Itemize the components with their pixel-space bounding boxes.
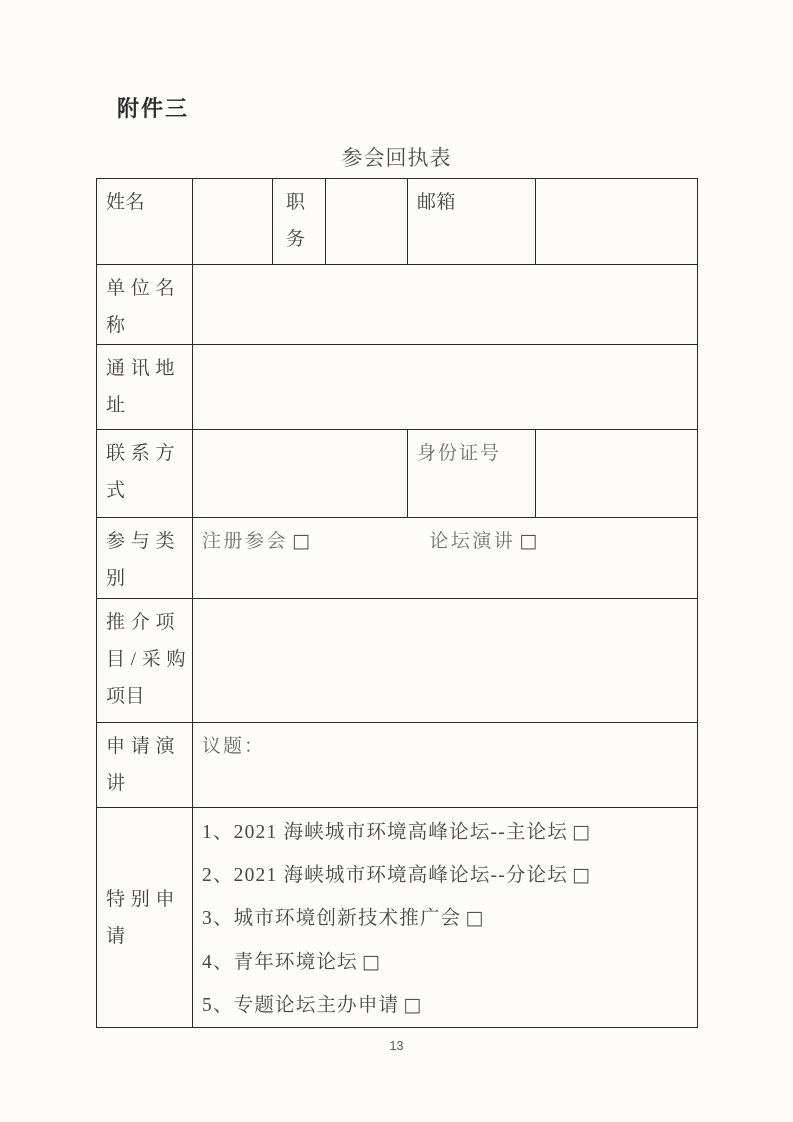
contact-label-cell xyxy=(97,430,193,518)
row-contact xyxy=(97,430,698,518)
contact-label-line: 式 xyxy=(106,480,126,501)
organization-label-line: 称 xyxy=(106,315,126,336)
contact-label-line: 联 系 方 xyxy=(106,443,176,464)
special-item xyxy=(202,854,695,897)
name-label: 姓名 xyxy=(106,192,146,213)
special-item-text: 4、青年环境论坛 xyxy=(202,951,358,973)
name-input-cell[interactable] xyxy=(193,179,273,265)
category-label-line: 别 xyxy=(106,568,126,589)
special-item xyxy=(202,984,695,1027)
row-project xyxy=(97,599,698,723)
id-number-label: 身份证号 xyxy=(417,443,502,464)
tech-promotion-checkbox-icon[interactable]: □ xyxy=(465,907,485,930)
project-label-cell xyxy=(97,599,193,723)
forum-speech-checkbox-icon[interactable]: □ xyxy=(519,530,540,552)
special-items-cell xyxy=(193,808,698,1028)
page-title: 参会回执表 xyxy=(341,146,452,170)
position-label-line: 职 xyxy=(286,192,306,213)
project-label-line: 项目 xyxy=(106,686,146,707)
attachment-label: 附件三 xyxy=(117,96,190,121)
main-forum-checkbox-icon[interactable]: □ xyxy=(572,821,592,843)
row-name xyxy=(97,179,698,265)
category-label-cell xyxy=(97,518,193,599)
special-item-text: 3、城市环境创新技术推广会 xyxy=(202,908,462,930)
address-label-line: 通 讯 地 xyxy=(106,358,176,379)
position-input-cell[interactable] xyxy=(326,179,408,265)
special-label-line: 请 xyxy=(106,925,126,947)
project-label-line: 目 / 采 购 xyxy=(106,649,187,670)
email-label-cell xyxy=(408,179,536,265)
project-input-cell[interactable] xyxy=(193,599,698,723)
address-input-cell[interactable] xyxy=(193,345,698,430)
reply-form-table xyxy=(96,178,698,1028)
position-label-line: 务 xyxy=(286,229,306,250)
id-number-input-cell[interactable] xyxy=(536,430,698,518)
project-label-line: 推 介 项 xyxy=(106,612,176,633)
option-register xyxy=(202,523,312,560)
position-label-cell xyxy=(273,179,326,265)
option-register-label: 注册参会 xyxy=(202,531,289,552)
speech-topic-cell[interactable] xyxy=(193,723,698,808)
speech-label-line: 讲 xyxy=(106,773,126,794)
row-address xyxy=(97,345,698,430)
row-organization xyxy=(97,265,698,345)
special-item-text: 5、专题论坛主办申请 xyxy=(202,994,400,1016)
option-forum-speech-label: 论坛演讲 xyxy=(429,531,516,552)
special-label-line: 特 别 申 xyxy=(106,888,176,910)
row-special xyxy=(97,808,698,1028)
special-item-text: 2、2021 海峡城市环境高峰论坛--分论坛 xyxy=(202,865,569,887)
organization-label-line: 单 位 名 xyxy=(106,278,176,299)
speech-label-line: 申 请 演 xyxy=(106,736,176,757)
organization-label-cell xyxy=(97,265,193,345)
special-label-cell xyxy=(97,808,193,1028)
address-label-line: 址 xyxy=(106,395,126,416)
category-label-line: 参 与 类 xyxy=(106,531,176,552)
register-checkbox-icon[interactable]: □ xyxy=(292,530,313,552)
email-label: 邮箱 xyxy=(417,192,457,213)
youth-forum-checkbox-icon[interactable]: □ xyxy=(361,950,382,973)
category-options-cell xyxy=(193,518,698,599)
name-label-cell xyxy=(97,179,193,265)
special-item xyxy=(202,941,695,984)
special-item xyxy=(202,811,695,854)
address-label-cell xyxy=(97,345,193,430)
option-forum-speech xyxy=(429,523,539,560)
special-item-text: 1、2021 海峡城市环境高峰论坛--主论坛 xyxy=(202,822,569,843)
contact-input-cell[interactable] xyxy=(193,430,408,518)
row-category xyxy=(97,518,698,599)
topic-label: 议题： xyxy=(202,736,266,757)
page-number: 13 xyxy=(389,1039,404,1053)
email-input-cell[interactable] xyxy=(536,179,698,265)
id-number-label-cell xyxy=(408,430,536,518)
organization-input-cell[interactable] xyxy=(193,265,698,345)
speech-label-cell xyxy=(97,723,193,808)
special-item xyxy=(202,897,695,940)
host-application-checkbox-icon[interactable]: □ xyxy=(403,993,423,1016)
row-speech xyxy=(97,723,698,808)
sub-forum-checkbox-icon[interactable]: □ xyxy=(572,864,592,887)
